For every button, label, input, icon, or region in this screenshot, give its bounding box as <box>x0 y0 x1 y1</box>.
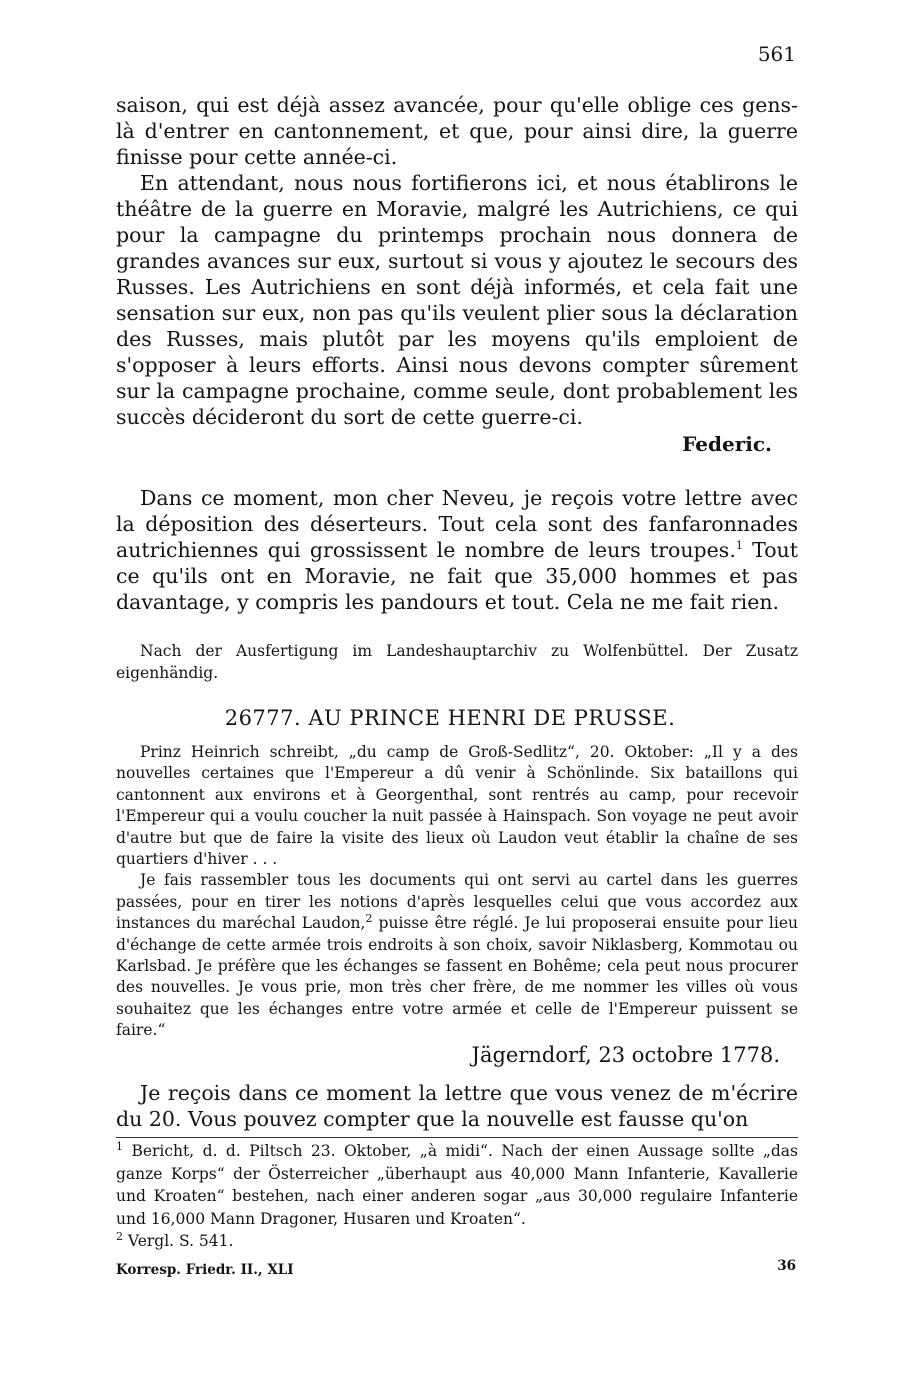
source-note: Nach der Ausfertigung im Landeshauptarchiv zu Wolfenbüttel. Der Zusatz eigenhändig. <box>116 642 798 682</box>
postscript-text-before: Dans ce moment, mon cher Neveu, je reçois votre lettre avec la déposition des déserteurs. Tout cela sont des fanfaronnades autrichiennes qui grossissent le nombre de leurs troupes. <box>116 486 798 562</box>
regest-text-after: puisse être réglé. Je lui proposerai ensuite pour lieu d'échange de cette armée trois endroits à son choix, savoir Niklasberg, Kommotau ou Karlsbad. Je préfère que les échanges se fassent en Bohême; cela peut nous procurer des nouvelles. Je vous prie, mon très cher frère, de me nommer les villes où vous souhaitez que les échanges entre votre armée et celle de l'Empereur puissent se faire.“ <box>116 914 799 1040</box>
letter-opening <box>116 1080 798 1132</box>
footnote-divider <box>116 1137 798 1138</box>
regest-text-before: Je fais rassembler tous les documents qui ont servi au cartel dans les guerres passées, pour en tirer les notions d'après lesquelles celui que vous accordez aux instances du maréchal Laudon, <box>116 871 798 933</box>
footer-signature-mark: 36 <box>777 1258 796 1274</box>
footnotes <box>116 1140 798 1253</box>
footnote-ref: 2 <box>365 912 373 926</box>
paragraph: saison, qui est déjà assez avancée, pour qu'elle oblige ces gens-là d'entrer en cantonnement, et que, pour ainsi dire, la guerre finisse pour cette année-ci. <box>116 93 798 169</box>
paragraph: Je reçois dans ce moment la lettre que vous venez de m'écrire du 20. Vous pouvez compter que la nouvelle est fausse qu'on <box>116 1081 798 1131</box>
footnote-mark: 2 <box>116 1229 123 1243</box>
regest <box>116 742 798 1042</box>
regest-paragraph: Prinz Heinrich schreibt, „du camp de Groß-Sedlitz“, 20. Oktober: „Il y a des nouvelles certaines que l'Empereur a dû venir à Schönlinde. Six bataillons qui cantonnent aux environs et à Georgenthal, sont rentrés au camp, pour recevoir l'Empereur qui a voulu coucher la nuit passée à Hainspach. Son voyage ne peut avoir d'autre but que de faire la visite des lieux où Laudon veut établir la chaîne de ses quartiers d'hiver . . . <box>116 743 798 869</box>
postscript-text-after: Tout ce qu'ils ont en Moravie, ne fait que 35,000 hommes et pas davantage, y compris les pandours et tout. Cela ne me fait rien. <box>116 538 798 614</box>
signature: Federic. <box>682 432 772 456</box>
footnote-mark: 1 <box>116 1139 123 1153</box>
regest-paragraph <box>116 870 798 1041</box>
letter-heading: 26777. AU PRINCE HENRI DE PRUSSE. <box>224 706 676 730</box>
page-number: 561 <box>757 42 796 66</box>
letter-body <box>116 92 798 430</box>
postscript <box>116 485 798 615</box>
footnote-text: Bericht, d. d. Piltsch 23. Oktober, „à midi“. Nach der einen Aussage sollte „das ganze Korps“ der Österreicher „überhaupt aus 40,000 Mann Infanterie, Kavallerie und Kroaten“ bestehen, nach einer anderen sogar „aus 30,000 regulaire Infanterie und 16,000 Mann Dragoner, Husaren und Kroaten“. <box>116 1142 798 1228</box>
dateline: Jägerndorf, 23 octobre 1778. <box>471 1043 780 1067</box>
footer-series-title: Korresp. Friedr. II., XLI <box>116 1262 294 1278</box>
footnote-ref: 1 <box>735 539 743 553</box>
footnote-2 <box>116 1230 798 1253</box>
footnote-1 <box>116 1140 798 1230</box>
postscript-text <box>116 485 798 615</box>
paragraph: En attendant, nous nous fortifierons ici, et nous établirons le théâtre de la guerre en Moravie, malgré les Autrichiens, ce qui pour la campagne du printemps prochain nous donnera de grandes avances sur eux, surtout si vous y ajoutez le secours des Russes. Les Autrichiens en sont déjà informés, et cela fait une sensation sur eux, non pas qu'ils veulent plier sous la déclaration des Russes, mais plutôt par les moyens qu'ils emploient de s'opposer à leurs efforts. Ainsi nous devons compter sûrement sur la campagne prochaine, comme seule, dont probablement les succès décideront du sort de cette guerre-ci. <box>116 171 798 429</box>
footnote-text: Vergl. S. 541. <box>123 1232 234 1250</box>
